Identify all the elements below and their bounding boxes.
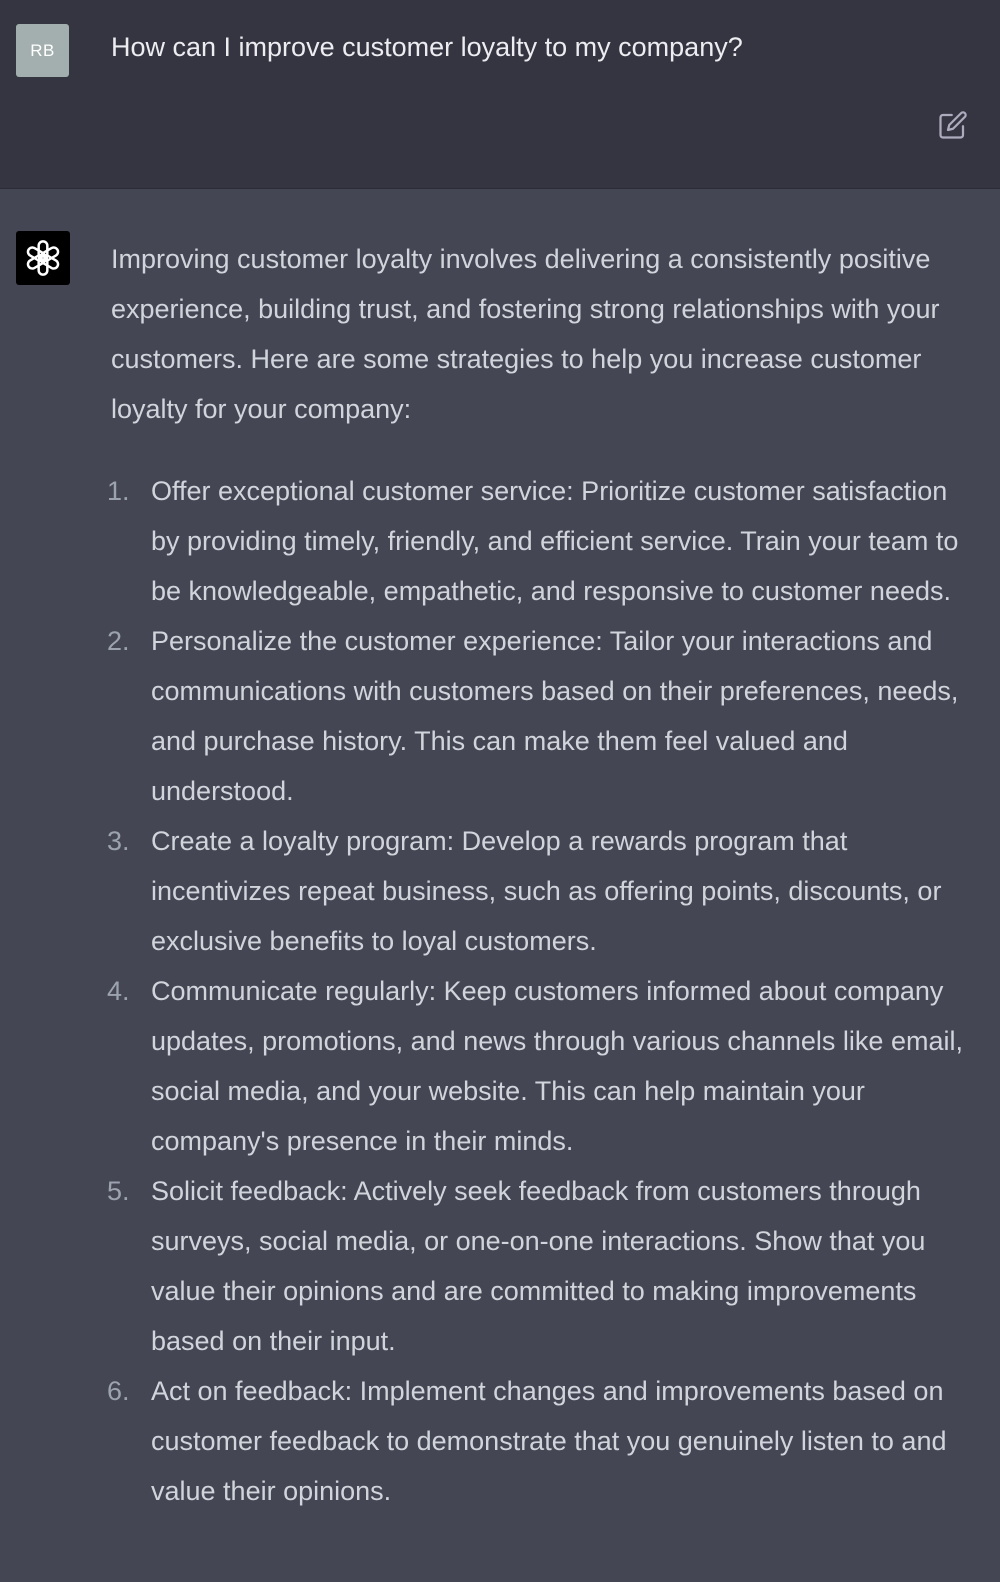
list-item: [107, 1366, 981, 1516]
assistant-message-row: [0, 189, 1000, 1582]
edit-message-button[interactable]: [938, 110, 968, 140]
edit-icon: [938, 110, 968, 140]
list-item: [107, 966, 981, 1166]
strategy-list: [107, 466, 981, 1516]
list-item-text: Create a loyalty program: Develop a rewards program that incentivizes repeat business, such as offering points, discounts, or exclusive benefits to loyal customers.: [151, 826, 942, 956]
list-item: [107, 1166, 981, 1366]
assistant-answer: [107, 234, 981, 1516]
list-item: [107, 466, 981, 616]
list-item-number: 5.: [107, 1176, 130, 1206]
user-avatar: RB: [16, 24, 69, 77]
list-item-number: 3.: [107, 826, 130, 856]
user-message-row: [0, 0, 1000, 189]
list-item: [107, 616, 981, 816]
list-item-text: Communicate regularly: Keep customers informed about company updates, promotions, and news through various channels like email, social media, and your website. This can help maintain your company's presence in their minds.: [151, 976, 963, 1156]
list-item: [107, 816, 981, 966]
list-item-text: Personalize the customer experience: Tailor your interactions and communications with customers based on their preferences, needs, and purchase history. This can make them feel valued and understood.: [151, 626, 959, 806]
list-item-number: 6.: [107, 1376, 130, 1406]
list-item-number: 4.: [107, 976, 130, 1006]
list-item-text: Act on feedback: Implement changes and improvements based on customer feedback to demonstrate that you genuinely listen to and value their opinions.: [151, 1376, 947, 1506]
list-item-text: Solicit feedback: Actively seek feedback from customers through surveys, social media, or one-on-one interactions. Show that you value their opinions and are committed to making improvements based on their input.: [151, 1176, 926, 1356]
user-message-text: How can I improve customer loyalty to my company?: [111, 32, 743, 62]
assistant-avatar: [16, 231, 70, 285]
openai-logo-icon: [23, 238, 63, 278]
answer-intro: Improving customer loyalty involves delivering a consistently positive experience, building trust, and fostering strong relationships with your customers. Here are some strategies to help you increase customer loyalty for your company:: [111, 244, 940, 424]
list-item-number: 1.: [107, 476, 130, 506]
list-item-text: Offer exceptional customer service: Prioritize customer satisfaction by providing timely, friendly, and efficient service. Train your team to be knowledgeable, empathetic, and responsive to customer needs.: [151, 476, 959, 606]
list-item-number: 2.: [107, 626, 130, 656]
